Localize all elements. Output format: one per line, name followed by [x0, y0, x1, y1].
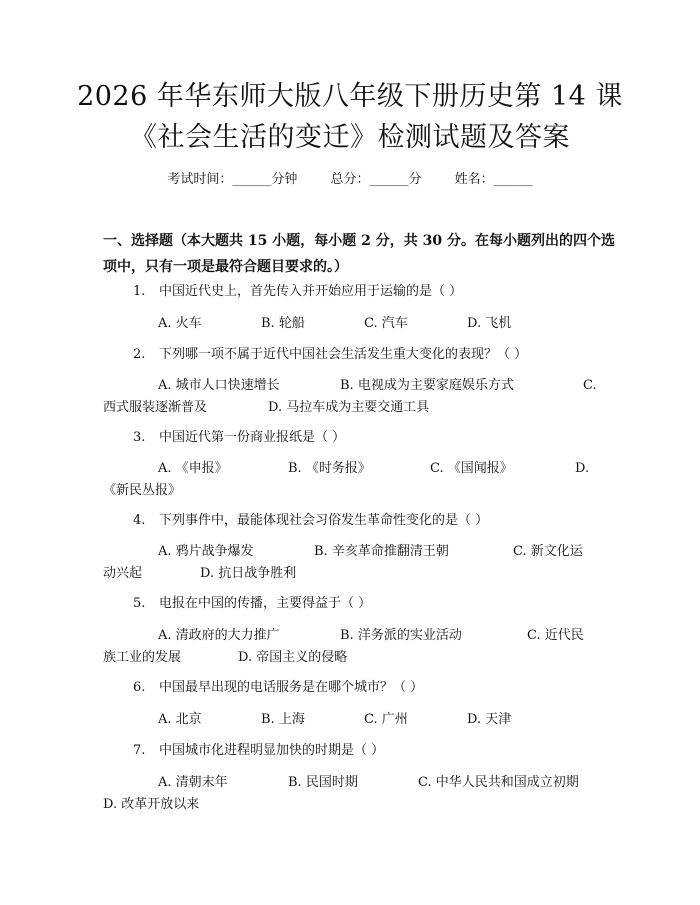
question-number: 5.	[133, 596, 146, 611]
question-5	[133, 594, 371, 614]
option-b: B. 上海	[261, 712, 305, 727]
option-c: C. 广州	[364, 712, 408, 727]
option-a: A. 鸦片战争爆发	[158, 544, 254, 559]
option-a: A. 城市人口快速增长	[158, 378, 280, 393]
question-2	[133, 345, 527, 365]
option-d: D. 天津	[467, 712, 512, 727]
option-c-continued: 动兴起	[103, 566, 143, 581]
option-a: A. 火车	[158, 316, 202, 331]
question-3	[133, 428, 345, 448]
option-b: B. 民国时期	[288, 775, 358, 790]
document-title-line2: 《社会生活的变迁》检测试题及答案	[130, 122, 570, 153]
option-c: C. 近代民	[527, 628, 584, 643]
question-4	[133, 511, 488, 531]
exam-meta	[0, 168, 700, 187]
document-title-line1: 2026 年华东师大版八年级下册历史第 14 课	[77, 81, 623, 112]
option-c: C. 《国闻报》	[430, 461, 513, 476]
question-stem: 中国最早出现的电话服务是在哪个城市？（ ）	[159, 680, 424, 695]
total-score-field: 总分：______分	[330, 172, 422, 187]
name-field: 姓名：______	[454, 172, 533, 187]
option-b: B. 《时务报》	[288, 461, 371, 476]
option-b: B. 辛亥革命推翻清王朝	[314, 544, 449, 559]
option-d-continued: 《新民丛报》	[103, 483, 182, 498]
question-number: 6.	[133, 680, 146, 695]
question-1	[133, 282, 462, 302]
question-number: 2.	[133, 347, 146, 362]
question-stem: 电报在中国的传播，主要得益于（ ）	[159, 596, 372, 611]
question-number: 4.	[133, 513, 146, 528]
option-c: C. 中华人民共和国成立初期	[418, 775, 579, 790]
question-number: 1.	[133, 284, 146, 299]
option-d: D. 飞机	[467, 316, 512, 331]
option-a: A. 清政府的大力推广	[158, 628, 280, 643]
option-b: B. 轮船	[261, 316, 305, 331]
question-stem: 中国近代史上，首先传入并开始应用于运输的是（ ）	[159, 284, 463, 299]
question-stem: 中国近代第一份商业报纸是（ ）	[159, 430, 346, 445]
option-c: C. 新文化运	[513, 544, 583, 559]
option-c-continued: 西式服装逐渐普及	[103, 400, 208, 415]
question-number: 3.	[133, 430, 146, 445]
option-b: B. 洋务派的实业活动	[340, 628, 462, 643]
option-c: C.	[583, 378, 597, 393]
option-a: A. 《申报》	[158, 461, 228, 476]
question-number: 7.	[133, 743, 146, 758]
option-d: D. 抗日战争胜利	[200, 566, 297, 581]
section-heading: 一、选择题（本大题共 15 小题，每小题 2 分，共 30 分。在每小题列出的四个选项中，只有一项是最符合题目要求的。）	[103, 233, 615, 275]
question-stem: 下列事件中，最能体现社会习俗发生革命性变化的是（ ）	[159, 513, 489, 528]
option-d: D. 帝国主义的侵略	[238, 650, 348, 665]
option-d: D. 改革开放以来	[103, 797, 200, 812]
question-stem: 下列哪一项不属于近代中国社会生活发生重大变化的表现？（ ）	[159, 347, 528, 362]
option-c: C. 汽车	[364, 316, 408, 331]
question-stem: 中国城市化进程明显加快的时期是（ ）	[159, 743, 385, 758]
option-c-continued: 族工业的发展	[103, 650, 182, 665]
option-d: D. 马拉车成为主要交通工具	[268, 400, 430, 415]
question-6	[133, 678, 423, 698]
exam-time-field: 考试时间：______分钟	[167, 172, 298, 187]
option-a: A. 北京	[158, 712, 202, 727]
option-d: D.	[575, 461, 590, 476]
option-b: B. 电视成为主要家庭娱乐方式	[340, 378, 514, 393]
question-7	[133, 741, 384, 761]
option-a: A. 清朝末年	[158, 775, 228, 790]
